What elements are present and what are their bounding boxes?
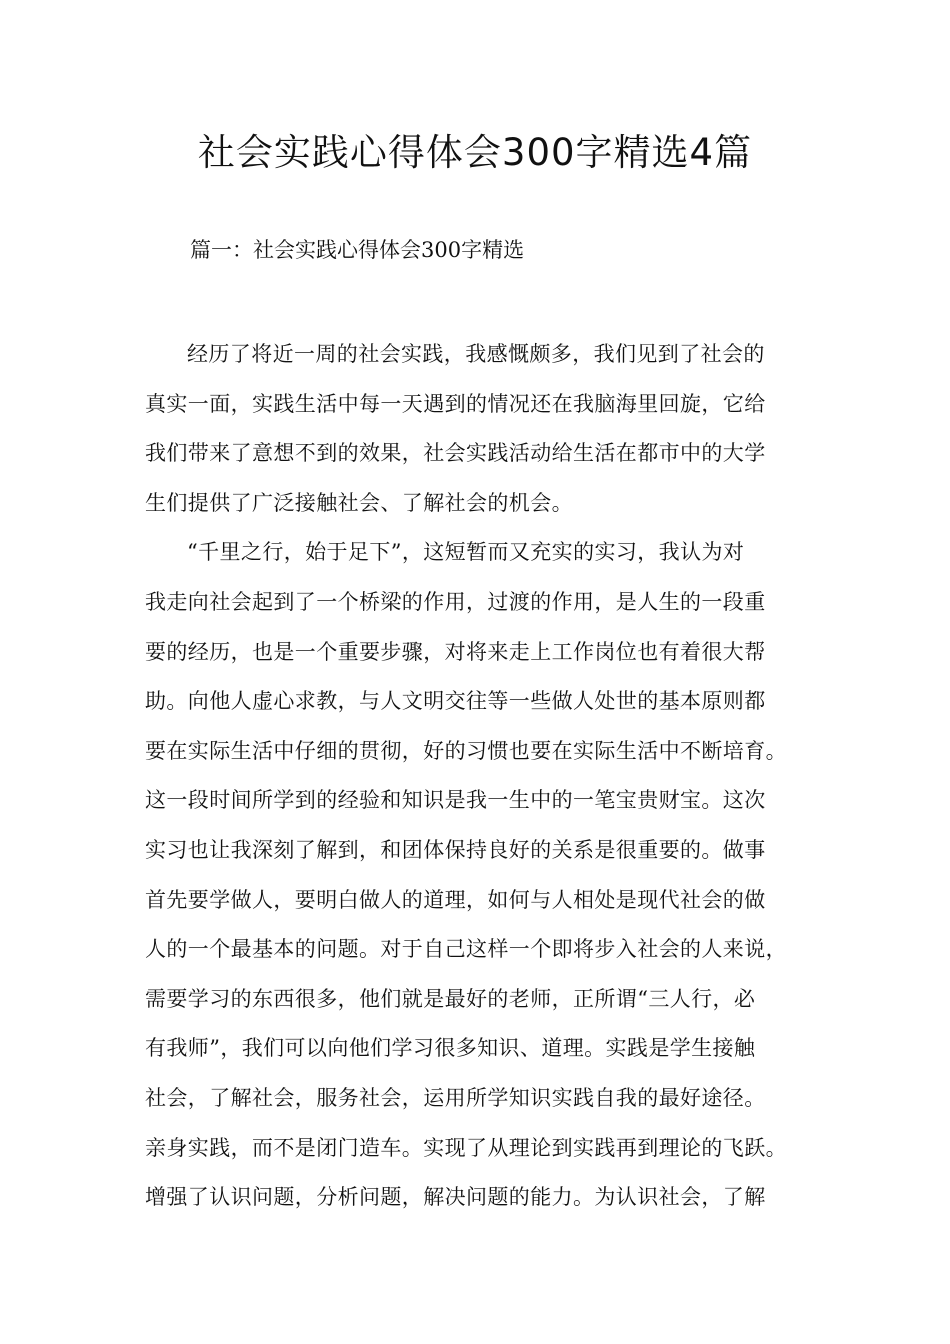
text-line: 实习也让我深刻了解到，和团体保持良好的关系是很重要的。做事	[145, 837, 766, 862]
text-line: 真实一面，实践生活中每一天遇到的情况还在我脑海里回旋，它给	[145, 391, 766, 416]
text-line: 生们提供了广泛接触社会、了解社会的机会。	[145, 490, 573, 515]
text-line: 我们带来了意想不到的效果，社会实践活动给生活在都市中的大学	[145, 441, 766, 466]
text-line: 有我师”，我们可以向他们学习很多知识、道理。实践是学生接触	[145, 1036, 756, 1061]
text-line: 增强了认识问题，分析问题，解决问题的能力。为认识社会，了解	[145, 1185, 766, 1210]
text-line: 亲身实践，而不是闭门造车。实现了从理论到实践再到理论的飞跃。	[145, 1135, 787, 1160]
text-line: 要的经历，也是一个重要步骤，对将来走上工作岗位也有着很大帮	[145, 639, 766, 664]
text-line: 社会，了解社会，服务社会，运用所学知识实践自我的最好途径。	[145, 1085, 766, 1110]
text-line: 助。向他人虚心求教，与人文明交往等一些做人处世的基本原则都	[145, 689, 766, 714]
text-line: 首先要学做人，要明白做人的道理，如何与人相处是现代社会的做	[145, 887, 766, 912]
text-line: 这一段时间所学到的经验和知识是我一生中的一笔宝贵财宝。这次	[145, 788, 766, 813]
text-line: 要在实际生活中仔细的贯彻，好的习惯也要在实际生活中不断培育。	[145, 738, 787, 763]
text-line: 经历了将近一周的社会实践，我感慨颇多，我们见到了社会的	[187, 342, 765, 366]
body-text	[145, 330, 810, 1223]
text-line: 我走向社会起到了一个桥梁的作用，过渡的作用，是人生的一段重	[145, 589, 766, 614]
document-title: 社会实践心得体会300字精选4篇	[197, 131, 753, 174]
text-line: “千里之行，始于足下”，这短暂而又充实的实习，我认为对	[187, 540, 745, 565]
text-line: 人的一个最基本的问题。对于自己这样一个即将步入社会的人来说，	[145, 937, 787, 962]
text-line: 需要学习的东西很多，他们就是最好的老师，正所谓“三人行，必	[145, 986, 756, 1011]
section-heading: 篇一：社会实践心得体会300字精选	[190, 238, 525, 262]
